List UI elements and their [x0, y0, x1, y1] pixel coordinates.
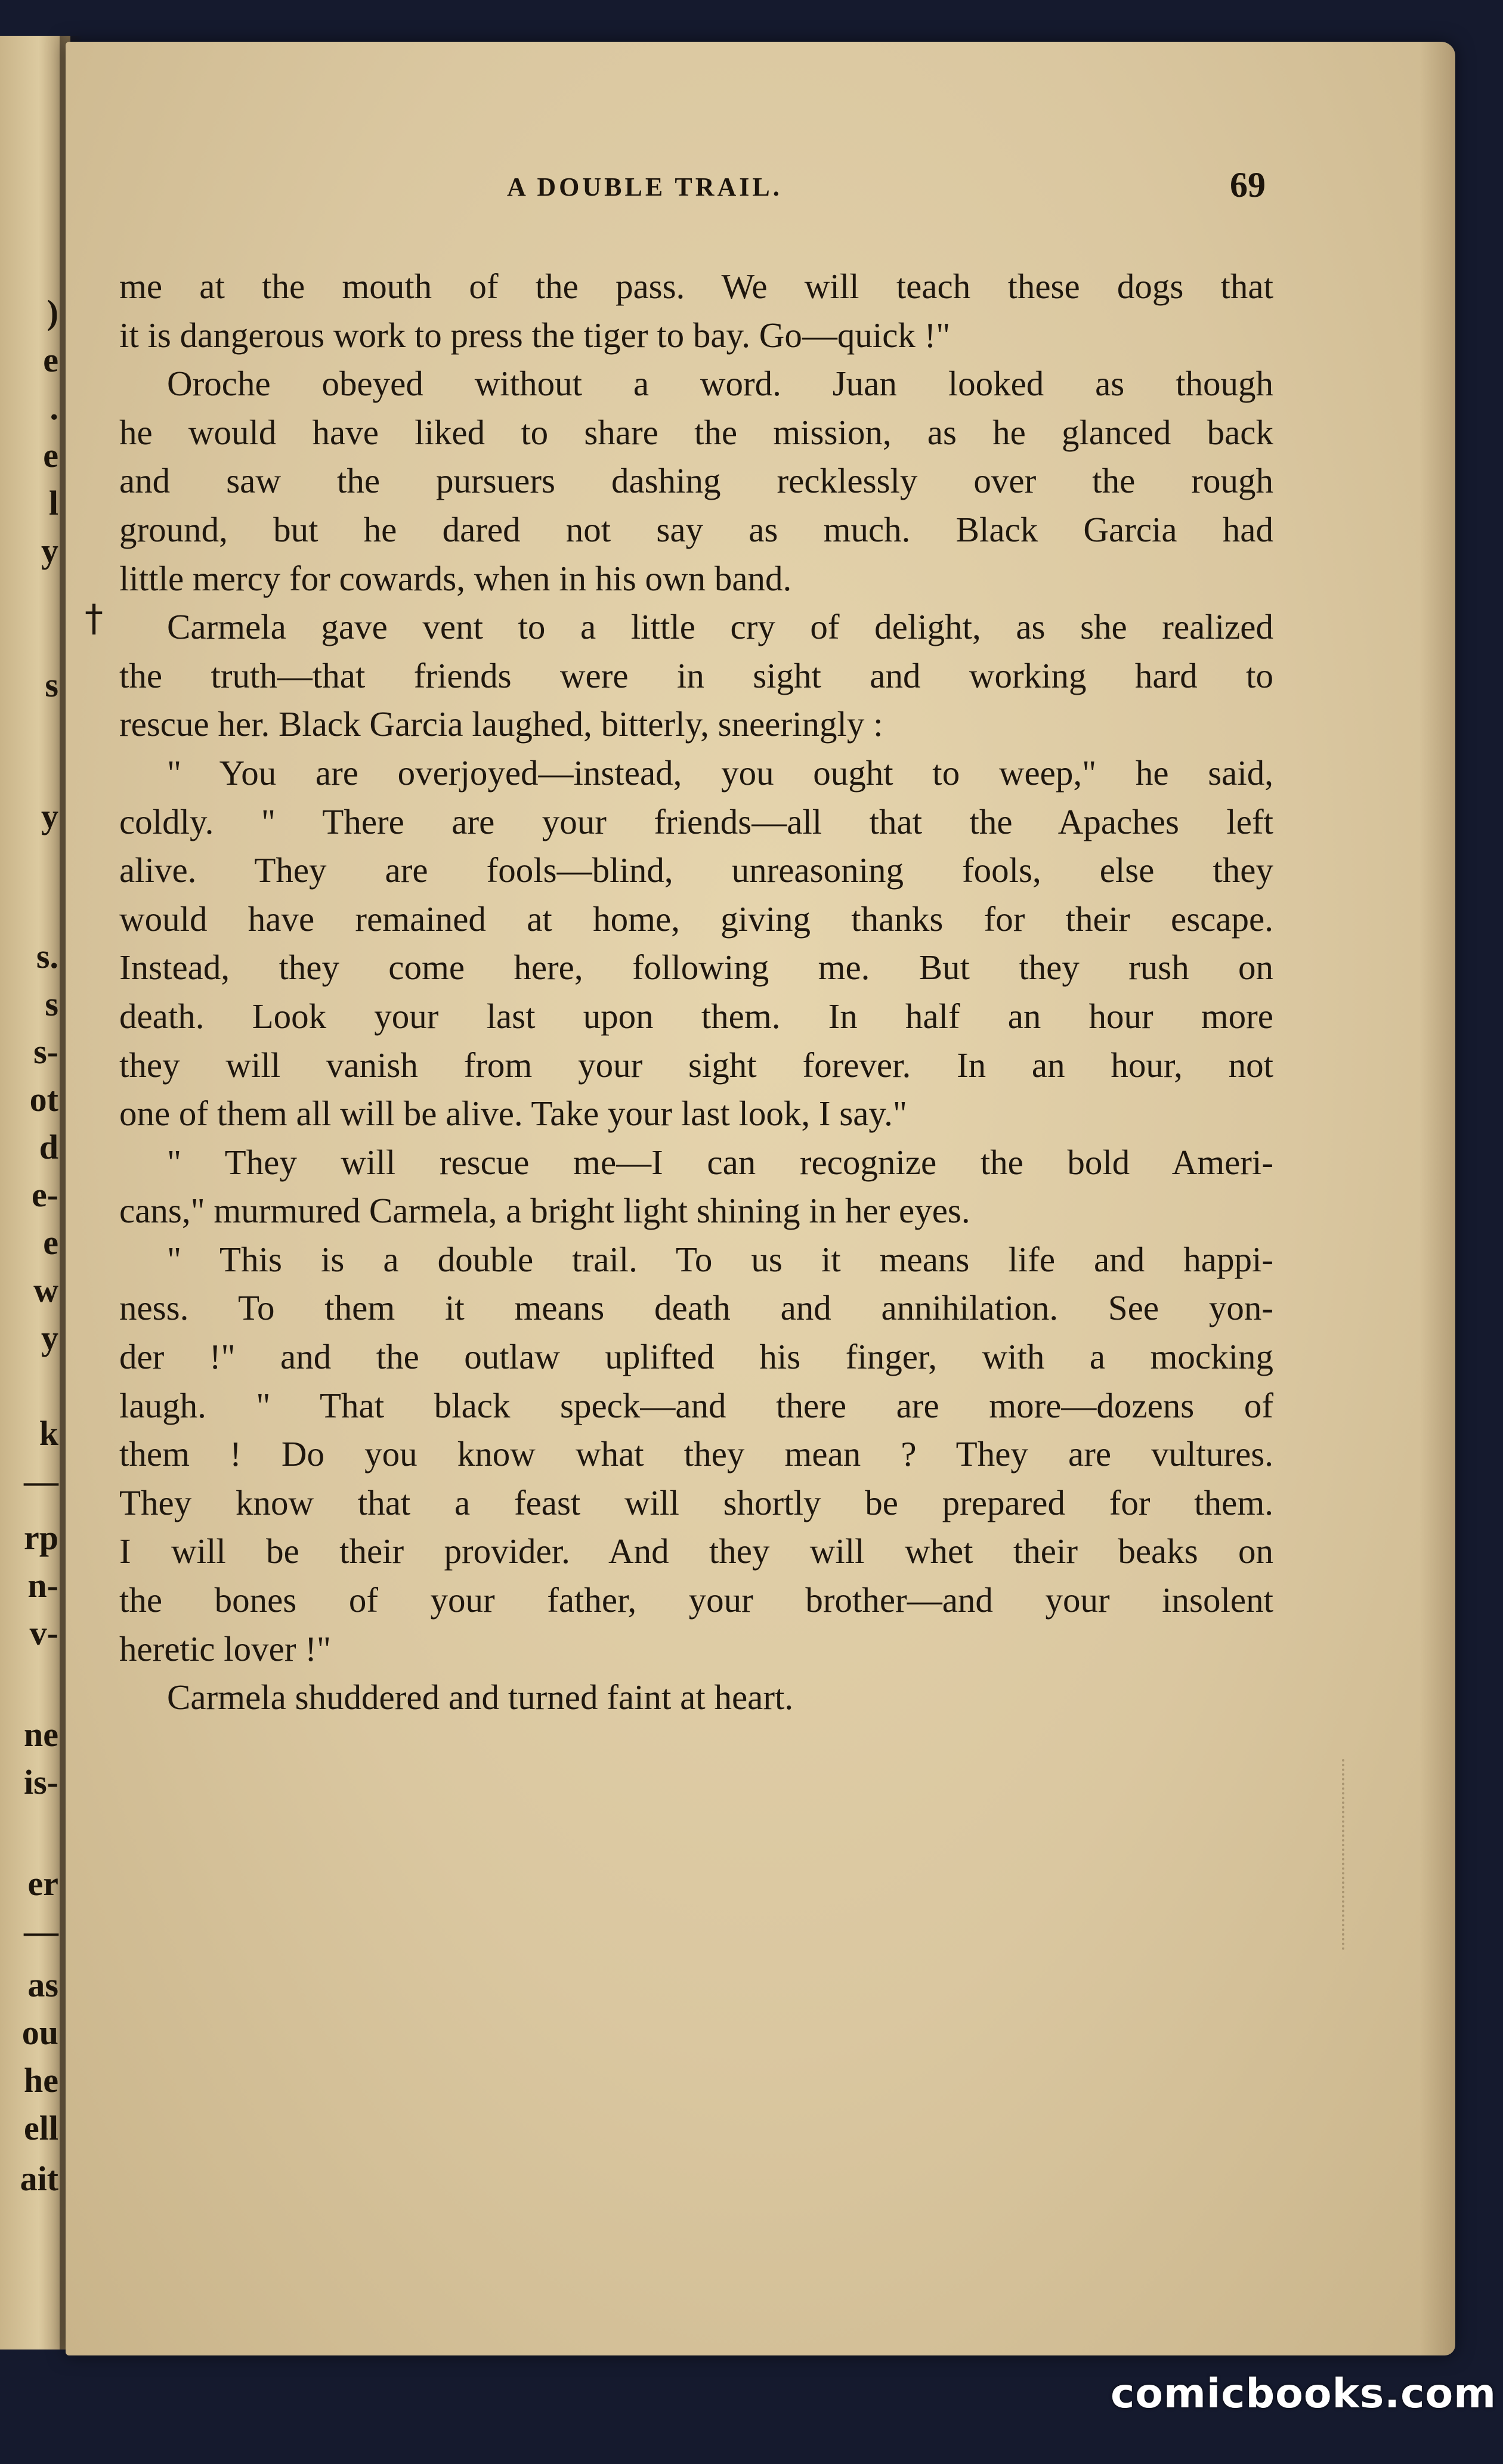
text-line: ness. To them it means death and annihilation. See yon-	[119, 1288, 1273, 1328]
previous-page-fragment: e	[43, 340, 58, 379]
previous-page-fragment: rp	[24, 1518, 58, 1557]
previous-page-fragment: s	[45, 985, 58, 1023]
show-through-mark	[1342, 1759, 1356, 1950]
text-line: Carmela gave vent to a little cry of delight, as she realized	[167, 607, 1273, 647]
previous-page-fragment: d	[39, 1128, 58, 1166]
text-line: cans," murmured Carmela, a bright light shining in her eyes.	[119, 1191, 970, 1231]
text-line: " They will rescue me—I can recognize the bold Ameri-	[167, 1142, 1273, 1182]
previous-page-fragment: n-	[27, 1566, 58, 1605]
previous-page-fragment: is-	[24, 1763, 58, 1801]
page-edge-shading	[1420, 42, 1455, 2355]
text-line: Carmela shuddered and turned faint at heart.	[167, 1677, 794, 1717]
body-text	[119, 262, 1273, 1722]
previous-page-fragment: s-	[33, 1032, 58, 1071]
previous-page-fragment: er	[27, 1864, 58, 1903]
text-line: rescue her. Black Garcia laughed, bitterly, sneeringly :	[119, 704, 883, 744]
text-line: little mercy for cowards, when in his own band.	[119, 558, 792, 598]
page-number: 69	[1230, 165, 1266, 205]
text-line: der !" and the outlaw uplifted his finger, with a mocking	[119, 1337, 1273, 1377]
previous-page-fragment: ot	[29, 1080, 58, 1119]
text-line: " This is a double trail. To us it means life and happi-	[167, 1239, 1273, 1279]
previous-page-fragment: y	[41, 1318, 58, 1357]
text-line: he would have liked to share the mission, as he glanced back	[119, 412, 1273, 452]
text-line: alive. They are fools—blind, unreasoning fools, else they	[119, 850, 1273, 890]
text-line: the truth—that friends were in sight and working hard to	[119, 655, 1273, 695]
text-line: coldly. " There are your friends—all that the Apaches left	[119, 801, 1273, 841]
text-line: I will be their provider. And they will whet their beaks on	[119, 1531, 1273, 1571]
text-line: Oroche obeyed without a word. Juan looked as though	[167, 364, 1273, 404]
text-line: " You are overjoyed—instead, you ought to weep," he said,	[167, 753, 1273, 793]
text-line: ground, but he dared not say as much. Black Garcia had	[119, 509, 1273, 549]
text-line: they will vanish from your sight forever. In an hour, not	[119, 1045, 1273, 1085]
previous-page-fragment: ou	[21, 2013, 58, 2052]
text-line: the bones of your father, your brother—and your insolent	[119, 1580, 1273, 1620]
previous-page-fragment: —	[24, 1912, 58, 1951]
text-line: They know that a feast will shortly be prepared for them.	[119, 1482, 1273, 1522]
previous-page-fragment: e	[43, 436, 58, 475]
watermark: comicbooks.com	[1111, 2370, 1497, 2417]
previous-page-fragment: he	[24, 2061, 58, 2100]
previous-page-fragment: .	[50, 388, 58, 427]
previous-page-fragment: ne	[24, 1715, 58, 1754]
previous-page-fragment: e	[43, 1223, 58, 1262]
previous-page-fragment: ait	[20, 2159, 58, 2198]
text-line: heretic lover !"	[119, 1629, 331, 1669]
previous-page-fragment: y	[41, 531, 58, 570]
text-line: laugh. " That black speck—and there are more—dozens of	[119, 1385, 1273, 1425]
previous-page-fragment: e-	[31, 1175, 58, 1214]
text-line: me at the mouth of the pass. We will teach these dogs that	[119, 267, 1273, 306]
margin-mark: †	[85, 596, 103, 640]
previous-page-fragment: s	[45, 665, 58, 704]
previous-page-fragment: y	[41, 797, 58, 835]
previous-page-fragment: ell	[24, 2109, 58, 2147]
previous-page-text-fragments	[0, 36, 67, 2350]
text-line: death. Look your last upon them. In half an hour more	[119, 996, 1273, 1036]
previous-page-fragment: k	[39, 1414, 58, 1453]
previous-page-fragment: s.	[36, 937, 58, 976]
text-line: it is dangerous work to press the tiger to bay. Go—quick !"	[119, 315, 951, 355]
text-line: one of them all will be alive. Take your last look, I say."	[119, 1094, 907, 1134]
running-head: A DOUBLE TRAIL.	[507, 172, 783, 202]
text-line: them ! Do you know what they mean ? They are vultures.	[119, 1434, 1273, 1474]
previous-page-fragment: v-	[29, 1614, 58, 1652]
previous-page-fragment: w	[33, 1271, 58, 1310]
previous-page-fragment: )	[47, 293, 58, 332]
text-line: and saw the pursuers dashing recklessly over the rough	[119, 461, 1273, 501]
previous-page-fragment: —	[24, 1462, 58, 1500]
text-line: Instead, they come here, following me. But they rush on	[119, 948, 1273, 988]
text-line: would have remained at home, giving thanks for their escape.	[119, 899, 1273, 939]
previous-page-fragment: l	[48, 484, 58, 522]
previous-page-fragment: as	[27, 1965, 58, 2004]
